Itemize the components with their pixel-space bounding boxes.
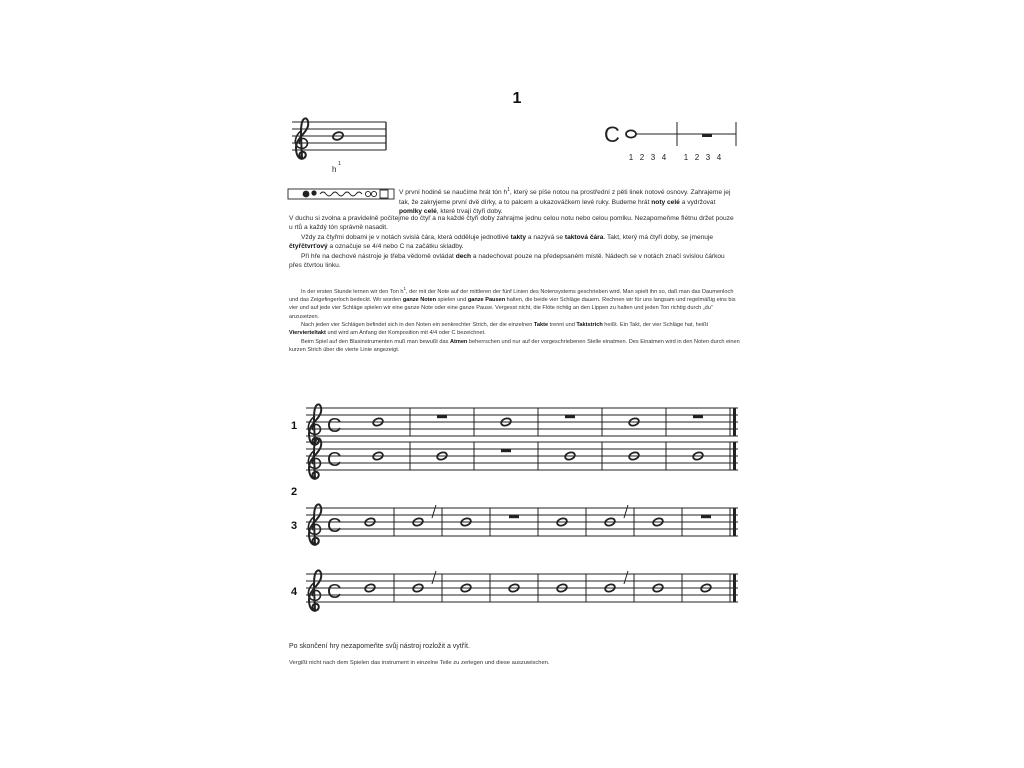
breath-mark bbox=[624, 571, 628, 584]
german-paragraph-2: Nach jeden vier Schlägen befindet sich in den Noten ein senkrechter Strich, der die einzelnen Takte trennt und Taktstrich heißt. Ein Takt, der vier Schläge hat, heißt Viervierteltakt und wird am Anfang der Komposition mit 4/4 oder C bezeichnet. bbox=[289, 322, 709, 337]
exercise-staff-2 bbox=[302, 434, 742, 490]
time-diagram bbox=[600, 118, 750, 166]
exercise-number: 2 bbox=[290, 486, 298, 498]
recorder-fingering-icon bbox=[286, 183, 398, 205]
footer-czech: Po skončení hry nezapomeňte svůj nástroj rozložit a vytřít. bbox=[289, 643, 470, 650]
final-bar-thick bbox=[733, 408, 736, 436]
final-bar-thick bbox=[733, 442, 736, 470]
common-time-icon: C bbox=[327, 415, 342, 437]
exercise-staff-4 bbox=[302, 566, 742, 622]
footer-german: Vergißt nicht nach dem Spielen das instrument in einzelne Teile zu zerlegen und diese auszuwischen. bbox=[289, 660, 550, 666]
exercise-number: 1 bbox=[290, 420, 298, 432]
page-number: 1 bbox=[512, 90, 522, 107]
beat-count: 4 bbox=[716, 153, 722, 162]
whole-rest bbox=[701, 515, 711, 518]
whole-rest bbox=[501, 449, 511, 452]
czech-text-body bbox=[289, 214, 739, 270]
exercise-number: 3 bbox=[290, 520, 298, 532]
common-time-icon: C bbox=[604, 122, 620, 147]
beat-count: 1 bbox=[628, 153, 634, 162]
whole-rest bbox=[437, 415, 447, 418]
treble-clef-icon bbox=[308, 438, 321, 478]
beat-count: 1 bbox=[683, 153, 689, 162]
common-time-icon: C bbox=[327, 449, 342, 471]
final-bar-thick bbox=[733, 574, 736, 602]
whole-rest-icon bbox=[702, 134, 712, 137]
breath-mark bbox=[432, 571, 436, 584]
breath-mark bbox=[624, 505, 628, 518]
beat-count: 2 bbox=[639, 153, 645, 162]
whole-rest bbox=[565, 415, 575, 418]
czech-paragraph-3: Při hře na dechové nástroje je třeba vědomě ovládat dech a nadechovat pouze na předepsaném místě. Nádech se v notách značí svislou čárkou přes čtvrtou linku. bbox=[289, 252, 725, 270]
german-text-body bbox=[289, 285, 741, 354]
note-name-label: h bbox=[332, 165, 337, 174]
beat-count: 2 bbox=[694, 153, 700, 162]
czech-paragraph-1b: V duchu si zvolna a pravidelně počítejme do čtyř a na každé čtyři doby zahrajme jednu celou notu nebo celou pomlku. Nezapomeňme flétnu držet pouze u rtů a každý tón správně nasadit. bbox=[289, 215, 734, 232]
czech-paragraph-1a: V první hodině se naučíme hrát tón $h^1$, který se píše notou na prostřední z pěti linek notové osnovy. Zahrajeme jej tak, že zakryjeme první dvě dírky, a to palcem a ukazováčkem levé ruky. Budeme hrát noty celé a vydržovat pomlky celé, které trvají čtyři doby. bbox=[399, 187, 731, 215]
common-time-icon: C bbox=[327, 581, 342, 603]
treble-clef-icon bbox=[308, 504, 321, 544]
note-name-superscript: 1 bbox=[338, 161, 342, 167]
whole-rest bbox=[509, 515, 519, 518]
german-paragraph-1: In der ersten Stunde lernen wir den Ton $h^1$, der mit der Note auf der mittleren der fünf Linien des Notensystems geschrieben wird. Man spielt ihn so, daß man das Daumenloch und das Zeigefingerloch bedeckt. Wir worden ganze Noten spielen und ganze Pausen halten, die beide vier Schläge dauern. Rechnen wir für uns langsam und regelmäßig eins bis vier und auf jede vier Schläge spielen wir eine ganze Note oder eine ganze Pause. Vergesst nicht, die Flöte richtig an den Lippen zu halten und jeden Ton richtig durch „du“ anzusetzen. bbox=[289, 286, 736, 320]
exercise-number: 4 bbox=[290, 586, 298, 598]
final-bar-thick bbox=[733, 508, 736, 536]
treble-clef-icon bbox=[295, 118, 308, 158]
beat-count: 4 bbox=[661, 153, 667, 162]
beat-count: 3 bbox=[705, 153, 711, 162]
beat-count: 3 bbox=[650, 153, 656, 162]
german-paragraph-3: Beim Spiel auf den Blasinstrumenten muß man bewußt das Atmen beherrschen und nur auf der vorgeschriebenen Stelle einatmen. Des Einatmen wird in den Noten durch einen kurzen Strich über die vierte Linie angezeigt. bbox=[289, 338, 740, 353]
exercise-staff-3 bbox=[302, 500, 742, 556]
treble-clef-icon bbox=[308, 570, 321, 610]
whole-rest bbox=[693, 415, 703, 418]
common-time-icon: C bbox=[327, 515, 342, 537]
whole-note-icon bbox=[626, 130, 636, 137]
czech-paragraph-2: Vždy za čtyřmi dobami je v notách svislá čára, která odděluje jednotlivé takty a nazývá se taktová čára. Takt, který má čtyři doby, se jmenuje čtyřčtvrťový a označuje se 4/4 nebo C na začátku skladby. bbox=[289, 233, 714, 251]
breath-mark bbox=[432, 505, 436, 518]
note-example-staff bbox=[288, 114, 396, 178]
